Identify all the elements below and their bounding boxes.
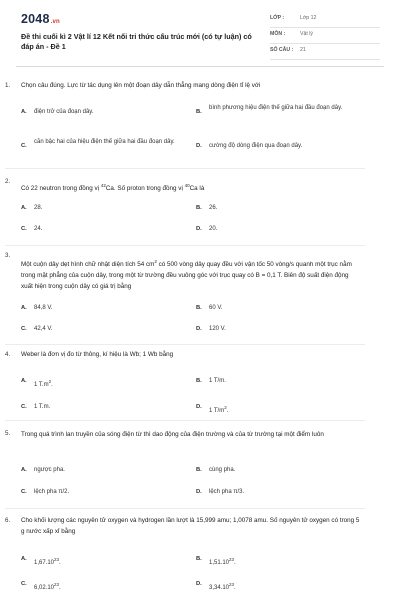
option-letter: A. — [21, 467, 27, 473]
option-text: bình phương hiệu điện thế giữa hai đầu đoạn dây. — [209, 105, 343, 111]
option-letter: C. — [21, 404, 27, 410]
info-row-class — [270, 12, 380, 28]
option-text: ngược pha. — [34, 467, 65, 473]
option-text: lệch pha π/3. — [209, 489, 245, 495]
option-text — [209, 403, 359, 416]
option-text: lệch pha π/2. — [34, 489, 70, 495]
option-text-part: . — [234, 560, 236, 566]
option-text-part: 3,34.10 — [209, 585, 230, 591]
isotope-mass-number: 42 — [100, 183, 106, 188]
option-letter: D. — [196, 143, 202, 149]
option-letter: A. — [21, 556, 27, 562]
isotope-mass-number: 40 — [184, 183, 190, 188]
question-number: 1. — [5, 82, 11, 89]
option-text: cùng pha. — [209, 467, 236, 473]
option-text — [209, 580, 359, 593]
option-text: 60 V. — [209, 305, 223, 311]
question-number: 4. — [5, 351, 11, 358]
question-number: 6. — [5, 517, 11, 524]
exponent: 23 — [54, 582, 60, 587]
option-text — [34, 377, 184, 390]
logo-main: 2048 — [21, 12, 50, 26]
option-text-part: . — [234, 585, 236, 591]
option-text: 84,8 V. — [34, 305, 53, 311]
info-key: SỐ CÂU : — [270, 47, 294, 53]
question-text-part: Một cuộn dây dẹt hình chữ nhật diện tích 54 cm — [21, 261, 155, 269]
info-row-count — [270, 44, 380, 60]
option-text: 120 V. — [209, 326, 226, 332]
option-text-part: 6,02.10 — [34, 585, 55, 591]
option-letter: B. — [196, 556, 202, 562]
option-text — [209, 555, 359, 568]
question-number: 3. — [5, 252, 11, 259]
exponent: 23 — [54, 557, 60, 562]
logo-suffix: .vn — [50, 19, 60, 25]
option-text-part: . — [226, 408, 229, 414]
option-letter: C. — [21, 326, 27, 332]
option-text — [34, 580, 184, 593]
option-letter: B. — [196, 109, 202, 115]
info-value: Lớp 12 — [300, 15, 317, 21]
option-letter: C. — [21, 489, 27, 495]
question-text — [21, 180, 361, 194]
question-text-part: có 500 vòng dây quay đều với vận tốc 50 vòng/s quanh một trục nằm trong mặt phẳng của cuộn dây, trong một từ trường đều vuông góc với trục quay có B = 0,1 T. Biên độ suất điện động xuất hiện trong cuộn dây có giá trị bằng — [21, 261, 352, 291]
option-text-part: 1 T.m — [34, 382, 49, 388]
exam-info-table — [270, 12, 380, 60]
info-value: 21 — [300, 47, 306, 53]
question-divider — [5, 420, 365, 421]
exponent: 23 — [229, 582, 235, 587]
option-letter: A. — [21, 305, 27, 311]
option-text: 1 T.m. — [34, 404, 51, 410]
info-key: MÔN : — [270, 31, 286, 37]
option-letter: B. — [196, 205, 202, 211]
option-text: 42,4 V. — [34, 326, 53, 332]
page-header — [16, 0, 384, 67]
option-letter: D. — [196, 326, 202, 332]
unit-exponent: 2 — [154, 259, 157, 264]
option-text: 20. — [209, 226, 218, 232]
info-value: Vật lý — [300, 31, 313, 37]
unit-exponent: 2 — [224, 405, 227, 410]
option-text-part: . — [59, 585, 61, 591]
option-text: 24. — [34, 226, 43, 232]
option-text: điện trở của đoạn dây. — [34, 109, 94, 115]
question-divider — [5, 168, 365, 169]
question-text: Weber là đơn vị đo từ thông, kí hiệu là Wb; 1 Wb bằng — [21, 351, 174, 358]
option-text: cường độ dòng điện qua đoạn dây. — [209, 143, 303, 149]
question-text-part: Ca. Số proton trong đồng vị — [105, 185, 185, 193]
option-letter: D. — [196, 404, 202, 410]
info-row-subject — [270, 28, 380, 44]
option-letter: A. — [21, 109, 27, 115]
option-letter: D. — [196, 489, 202, 495]
option-letter: B. — [196, 378, 202, 384]
option-text-part: 1 T/m — [209, 408, 225, 414]
option-text: căn bậc hai của hiệu điện thế giữa hai đầu đoạn dây. — [34, 139, 175, 145]
option-letter: C. — [21, 581, 27, 587]
question-divider — [5, 245, 365, 246]
question-text — [21, 256, 361, 292]
option-letter: B. — [196, 305, 202, 311]
question-divider — [5, 508, 365, 509]
option-letter: B. — [196, 467, 202, 473]
question-text: Cho khối lượng các nguyên tử oxygen và hydrogen lần lượt là 15,999 amu; 1,0078 amu. Số nguyên tử oxygen có trong 5 g nước xấp xỉ bằng — [21, 517, 360, 535]
question-number: 5. — [5, 430, 11, 437]
question-divider — [5, 344, 365, 345]
site-logo[interactable] — [21, 12, 60, 26]
option-text: 1 T/m. — [209, 378, 226, 384]
option-letter: C. — [21, 226, 27, 232]
option-letter: D. — [196, 226, 202, 232]
exponent: 23 — [229, 557, 235, 562]
unit-exponent: 2 — [48, 379, 52, 384]
question-text: Trong quá trình lan truyền của sóng điện từ thì dao động của điện trường và của từ trường tại một điểm luôn — [21, 431, 324, 438]
option-text: 28. — [34, 205, 43, 211]
option-text-part: 1,67.10 — [34, 560, 55, 566]
question-number: 2. — [5, 178, 11, 185]
option-text-part: 1,51.10 — [209, 560, 230, 566]
option-text — [34, 555, 184, 568]
exam-title: Đề thi cuối kì 2 Vật lí 12 Kết nối tri thức cấu trúc mới (có tự luận) có đáp án - Đề 1 — [21, 32, 252, 51]
question-text: Chọn câu đúng. Lực từ tác dụng lên một đoạn dây dẫn thẳng mang dòng điện tỉ lệ với — [21, 82, 261, 89]
option-letter: D. — [196, 581, 202, 587]
option-letter: A. — [21, 378, 27, 384]
option-text-part: . — [59, 560, 61, 566]
info-key: LỚP : — [270, 15, 285, 21]
option-text-part: . — [51, 382, 53, 388]
option-text: 26. — [209, 205, 218, 211]
option-letter: A. — [21, 205, 27, 211]
question-text-part: Ca là — [189, 185, 205, 193]
question-text-part: Có 22 neutron trong đồng vị — [21, 185, 101, 193]
option-letter: C. — [21, 143, 27, 149]
